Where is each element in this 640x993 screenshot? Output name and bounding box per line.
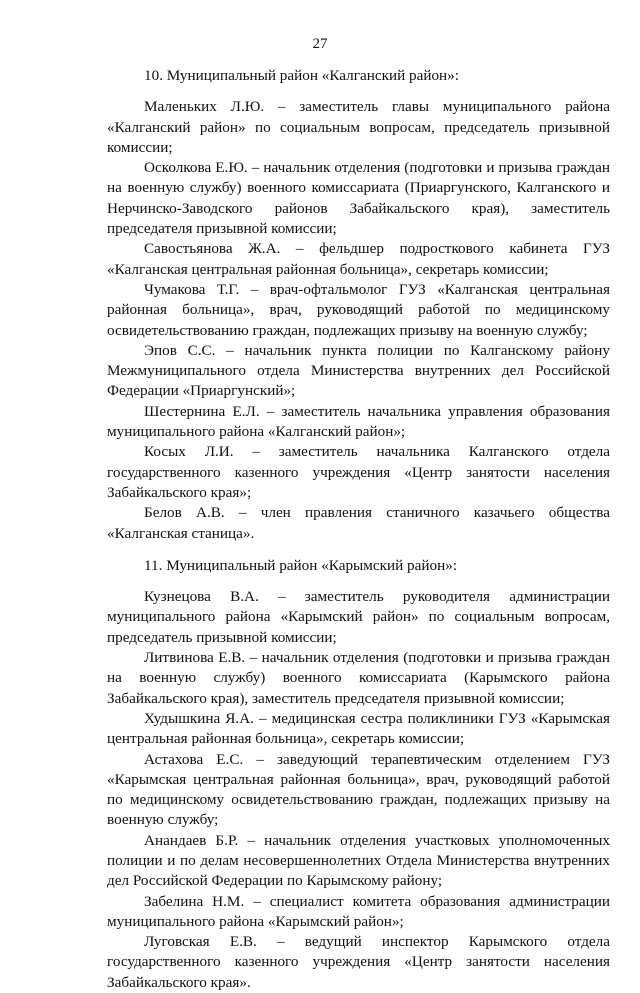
document-body [107, 66, 610, 993]
commission-member-entry: Эпов С.С. – начальник пункта полиции по Калганскому району Межмуниципального отдела Министерства внутренних дел Российской Федерации «Приаргунский»; [107, 341, 610, 400]
commission-member-entry: Маленьких Л.Ю. – заместитель главы муниципального района «Калганский район» по социальным вопросам, председатель призывной комиссии; [107, 98, 610, 156]
section-heading-karymsky: 11. Муниципальный район «Карымский район»: [144, 556, 458, 574]
commission-member-entry: Чумакова Т.Г. – врач-офтальмолог ГУЗ «Калганская центральная районная больница», врач, руководящий работой по медицинскому освидетельствованию граждан, подлежащих призыву на военную службу; [107, 280, 610, 339]
commission-member-entry: Луговская Е.В. – ведущий инспектор Карымского отдела государственного казенного учреждения «Центр занятости населения Забайкальского края». [107, 933, 610, 991]
commission-member-entry: Осколкова Е.Ю. – начальник отделения (подготовки и призыва граждан на военную службу) военного комиссариата (Приаргунского, Калганского и Нерчинско-Заводского районов Забайкальского края), заместитель председателя призывной комиссии; [107, 159, 610, 238]
commission-member-entry: Савостьянова Ж.А. – фельдшер подросткового кабинета ГУЗ «Калганская центральная районная больница», секретарь комиссии; [107, 240, 610, 278]
commission-member-entry: Худышкина Я.А. – медицинская сестра поликлиники ГУЗ «Карымская центральная районная больница», секретарь комиссии; [107, 709, 610, 748]
commission-member-entry: Шестернина Е.Л. – заместитель начальника управления образования муниципального района «Калганский район»; [107, 402, 610, 441]
commission-member-entry: Забелина Н.М. – специалист комитета образования администрации муниципального района «Карымский район»; [107, 892, 610, 930]
commission-member-entry: Кузнецова В.А. – заместитель руководителя администрации муниципального района «Карымский район» по социальным вопросам, председатель призывной комиссии; [107, 588, 610, 646]
commission-member-entry: Косых Л.И. – заместитель начальника Калганского отдела государственного казенного учреждения «Центр занятости населения Забайкальского края»; [107, 443, 610, 501]
section-heading-kalgansky: 10. Муниципальный район «Калганский район»: [144, 67, 459, 84]
commission-member-entry: Белов А.В. – член правления станичного казачьего общества «Калганская станица». [107, 504, 610, 542]
page-number: 27 [312, 36, 328, 52]
commission-member-entry: Астахова Е.С. – заведующий терапевтическим отделением ГУЗ «Карымская центральная районная больница», врач, руководящий работой по медицинскому освидетельствованию граждан, подлежащих призыву на военную службу; [107, 750, 610, 829]
commission-member-entry: Литвинова Е.В. – начальник отделения (подготовки и призыва граждан на военную службу) военного комиссариата (Карымского района Забайкальского края), заместитель председателя призывной комиссии; [107, 649, 610, 707]
commission-member-entry: Анандаев Б.Р. – начальник отделения участковых уполномоченных полиции и по делам несовершеннолетних Отдела Министерства внутренних дел Российской Федерации по Карымскому району; [107, 831, 610, 890]
